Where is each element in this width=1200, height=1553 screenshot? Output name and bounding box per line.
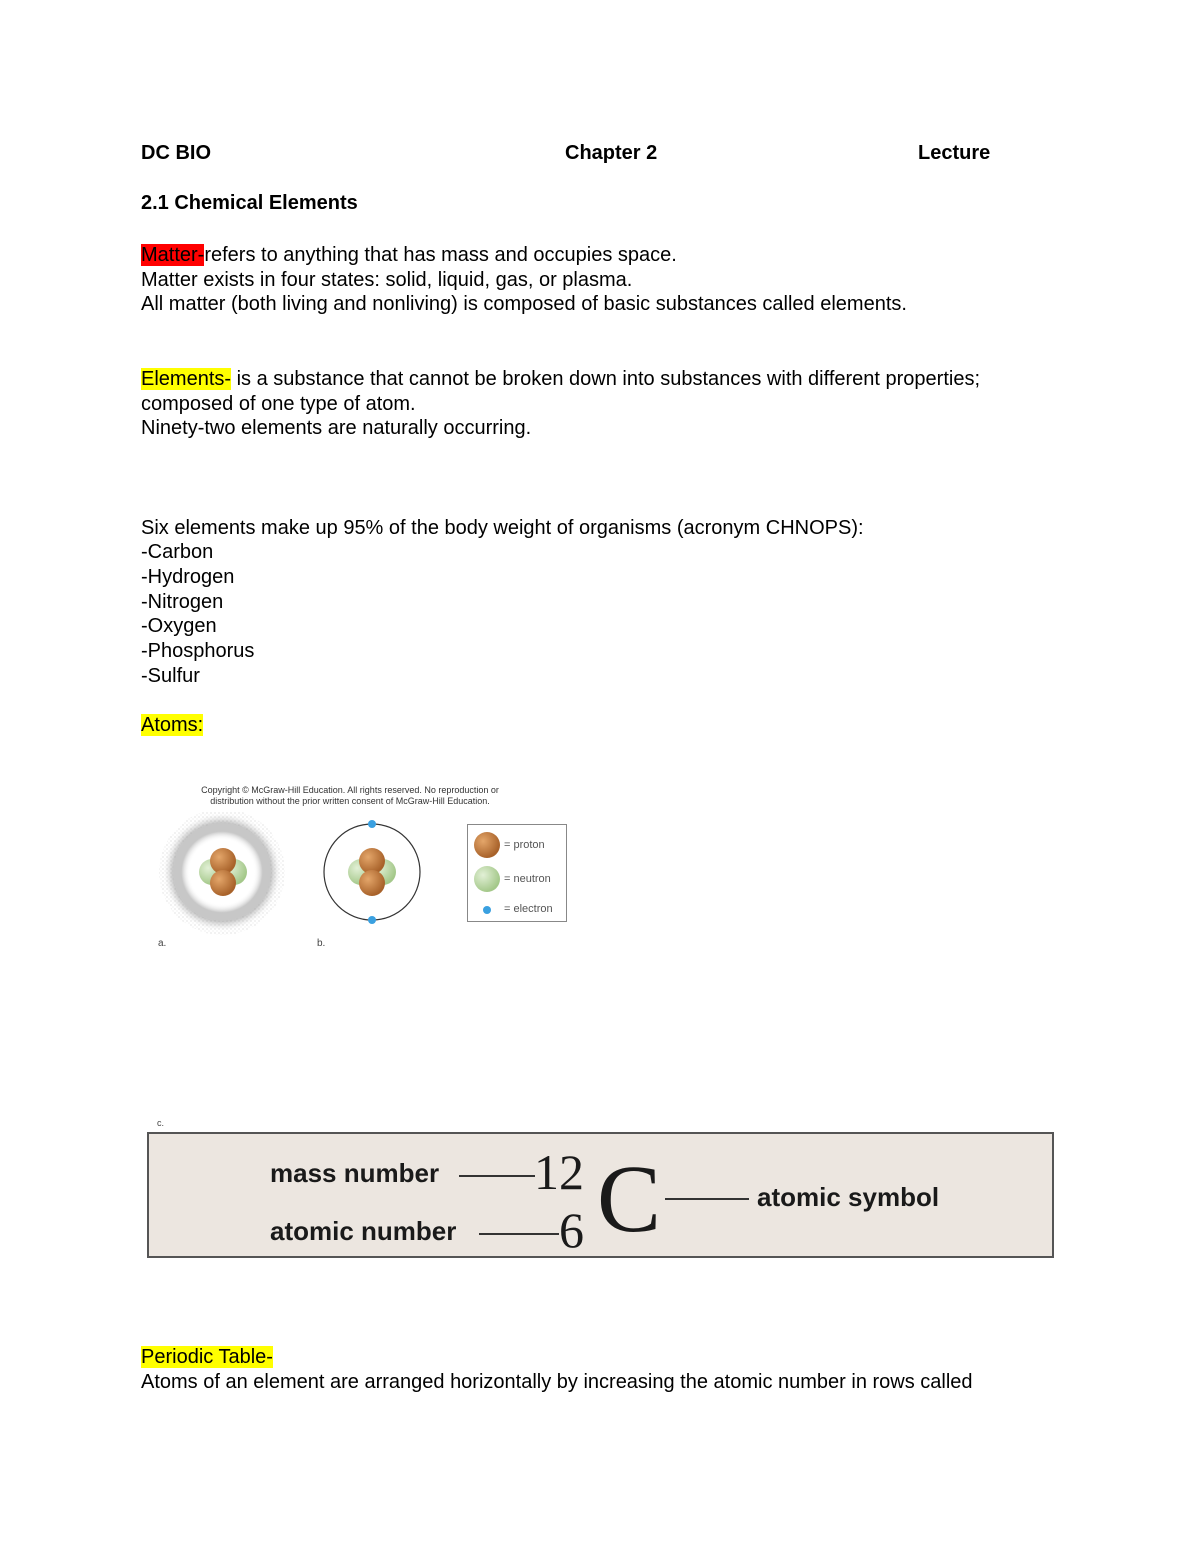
atomic-leader-line	[479, 1233, 559, 1235]
atomic-symbol-label: atomic symbol	[757, 1182, 940, 1212]
elements-definition-text: is a substance that cannot be broken down into substances with different properties;	[231, 368, 981, 390]
figure-label-b: b.	[317, 938, 326, 949]
atoms-heading	[141, 713, 203, 738]
header-right: Lecture	[918, 142, 991, 164]
atom-models-illustration	[150, 812, 450, 942]
copyright-line-2: distribution without the prior written consent of McGraw-Hill Education.	[210, 796, 490, 806]
atomic-number-label: atomic number	[270, 1216, 457, 1246]
matter-definition	[141, 243, 677, 268]
matter-states: Matter exists in four states: solid, liquid, gas, or plasma.	[141, 269, 633, 291]
atoms-heading-text: Atoms:	[141, 714, 204, 736]
mass-leader-line	[459, 1175, 535, 1177]
element-symbol: C	[597, 1145, 662, 1252]
matter-composition: All matter (both living and nonliving) is composed of basic substances called elements.	[141, 293, 907, 315]
chnops-intro: Six elements make up 95% of the body weight of organisms (acronym CHNOPS):	[141, 517, 864, 539]
header-center: Chapter 2	[565, 142, 658, 164]
chnops-item: -Hydrogen	[141, 566, 235, 588]
legend-swatches	[468, 825, 508, 921]
proton-swatch-icon	[474, 832, 500, 858]
legend-neutron: = neutron	[504, 873, 551, 885]
matter-definition-text: refers to anything that has mass and occupies space.	[204, 244, 677, 266]
atomic-number: 6	[559, 1202, 584, 1258]
elements-line3: Ninety-two elements are naturally occurring.	[141, 417, 532, 439]
mass-number: 12	[534, 1144, 584, 1200]
legend-electron: = electron	[504, 903, 553, 915]
elements-term: Elements-	[141, 368, 232, 390]
chnops-item: -Carbon	[141, 541, 214, 563]
electron-swatch-icon	[483, 906, 491, 914]
chnops-item: -Nitrogen	[141, 591, 224, 613]
periodic-line1: Atoms of an element are arranged horizontally by increasing the atomic number in rows called	[141, 1371, 973, 1393]
periodic-term: Periodic Table-	[141, 1346, 273, 1368]
electron-cloud-model	[164, 814, 280, 930]
figure-copyright	[180, 785, 520, 807]
elements-line2: composed of one type of atom.	[141, 393, 416, 415]
chnops-item: -Sulfur	[141, 665, 200, 687]
figure-label-a: a.	[158, 938, 167, 949]
header-left: DC BIO	[141, 142, 211, 164]
periodic-heading	[141, 1345, 273, 1370]
symbol-leader-line	[665, 1198, 749, 1200]
matter-term: Matter-	[141, 244, 205, 266]
atomic-symbol-figure	[147, 1132, 1054, 1258]
figure-legend	[467, 824, 567, 922]
chnops-item: -Phosphorus	[141, 640, 255, 662]
section-title: 2.1 Chemical Elements	[141, 192, 358, 214]
chnops-item: -Oxygen	[141, 615, 217, 637]
bohr-orbital-model	[324, 820, 420, 924]
figure-label-c: c.	[157, 1118, 165, 1128]
copyright-line-1: Copyright © McGraw-Hill Education. All rights reserved. No reproduction or	[201, 785, 499, 795]
neutron-swatch-icon	[474, 866, 500, 892]
mass-number-label: mass number	[270, 1158, 440, 1188]
elements-definition	[141, 367, 980, 392]
legend-proton: = proton	[504, 839, 545, 851]
